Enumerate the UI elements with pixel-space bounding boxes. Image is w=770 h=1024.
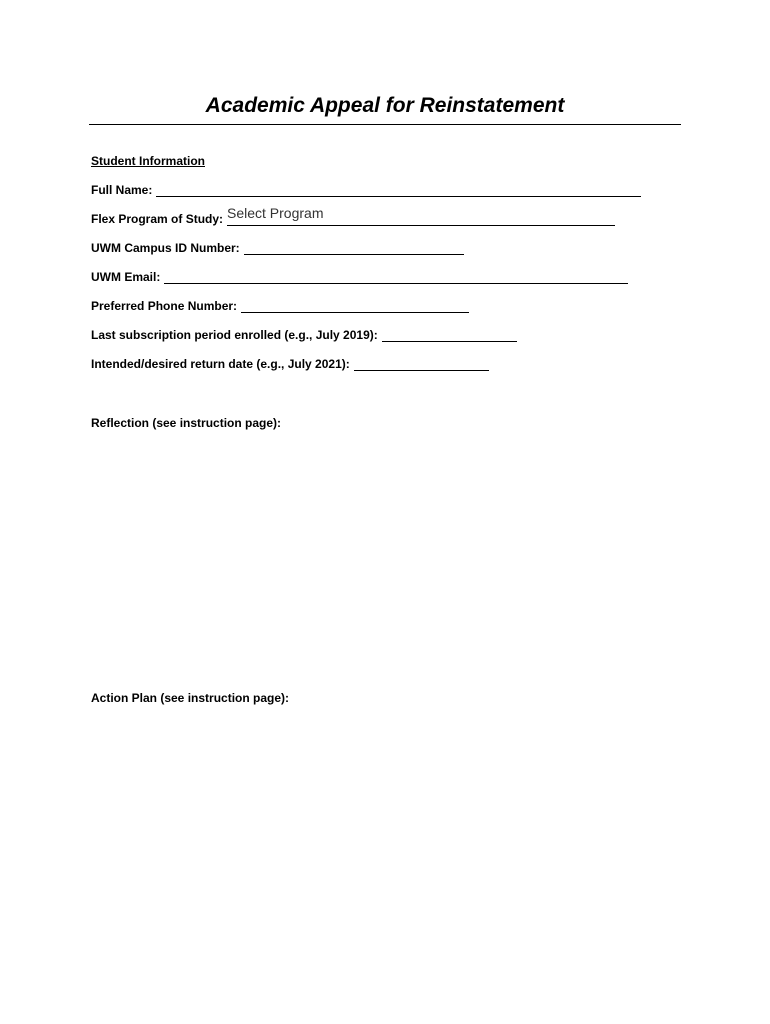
campus-id-input[interactable] xyxy=(244,242,464,255)
full-name-input[interactable] xyxy=(156,184,641,197)
section-heading-student-information: Student Information xyxy=(91,154,205,168)
phone-input[interactable] xyxy=(241,300,469,313)
full-name-label: Full Name: xyxy=(91,183,153,197)
phone-row xyxy=(91,299,469,313)
email-input[interactable] xyxy=(164,271,628,284)
campus-id-label: UWM Campus ID Number: xyxy=(91,241,240,255)
last-period-input[interactable] xyxy=(382,329,517,342)
return-date-input[interactable] xyxy=(354,358,489,371)
flex-program-label: Flex Program of Study: xyxy=(91,212,224,226)
last-period-row xyxy=(91,328,517,342)
action-plan-label: Action Plan (see instruction page): xyxy=(91,691,290,705)
campus-id-row xyxy=(91,241,464,255)
full-name-row xyxy=(91,183,641,197)
flex-program-row xyxy=(91,212,615,226)
email-row xyxy=(91,270,628,284)
return-date-label: Intended/desired return date (e.g., July 2021): xyxy=(91,357,350,371)
document-title: Academic Appeal for Reinstatement xyxy=(205,94,565,117)
return-date-row xyxy=(91,357,489,371)
flex-program-select[interactable]: Select Program xyxy=(227,205,324,221)
last-period-label: Last subscription period enrolled (e.g., July 2019): xyxy=(91,328,378,342)
email-label: UWM Email: xyxy=(91,270,161,284)
title-divider xyxy=(89,124,681,125)
reflection-label: Reflection (see instruction page): xyxy=(91,416,282,430)
phone-label: Preferred Phone Number: xyxy=(91,299,238,313)
